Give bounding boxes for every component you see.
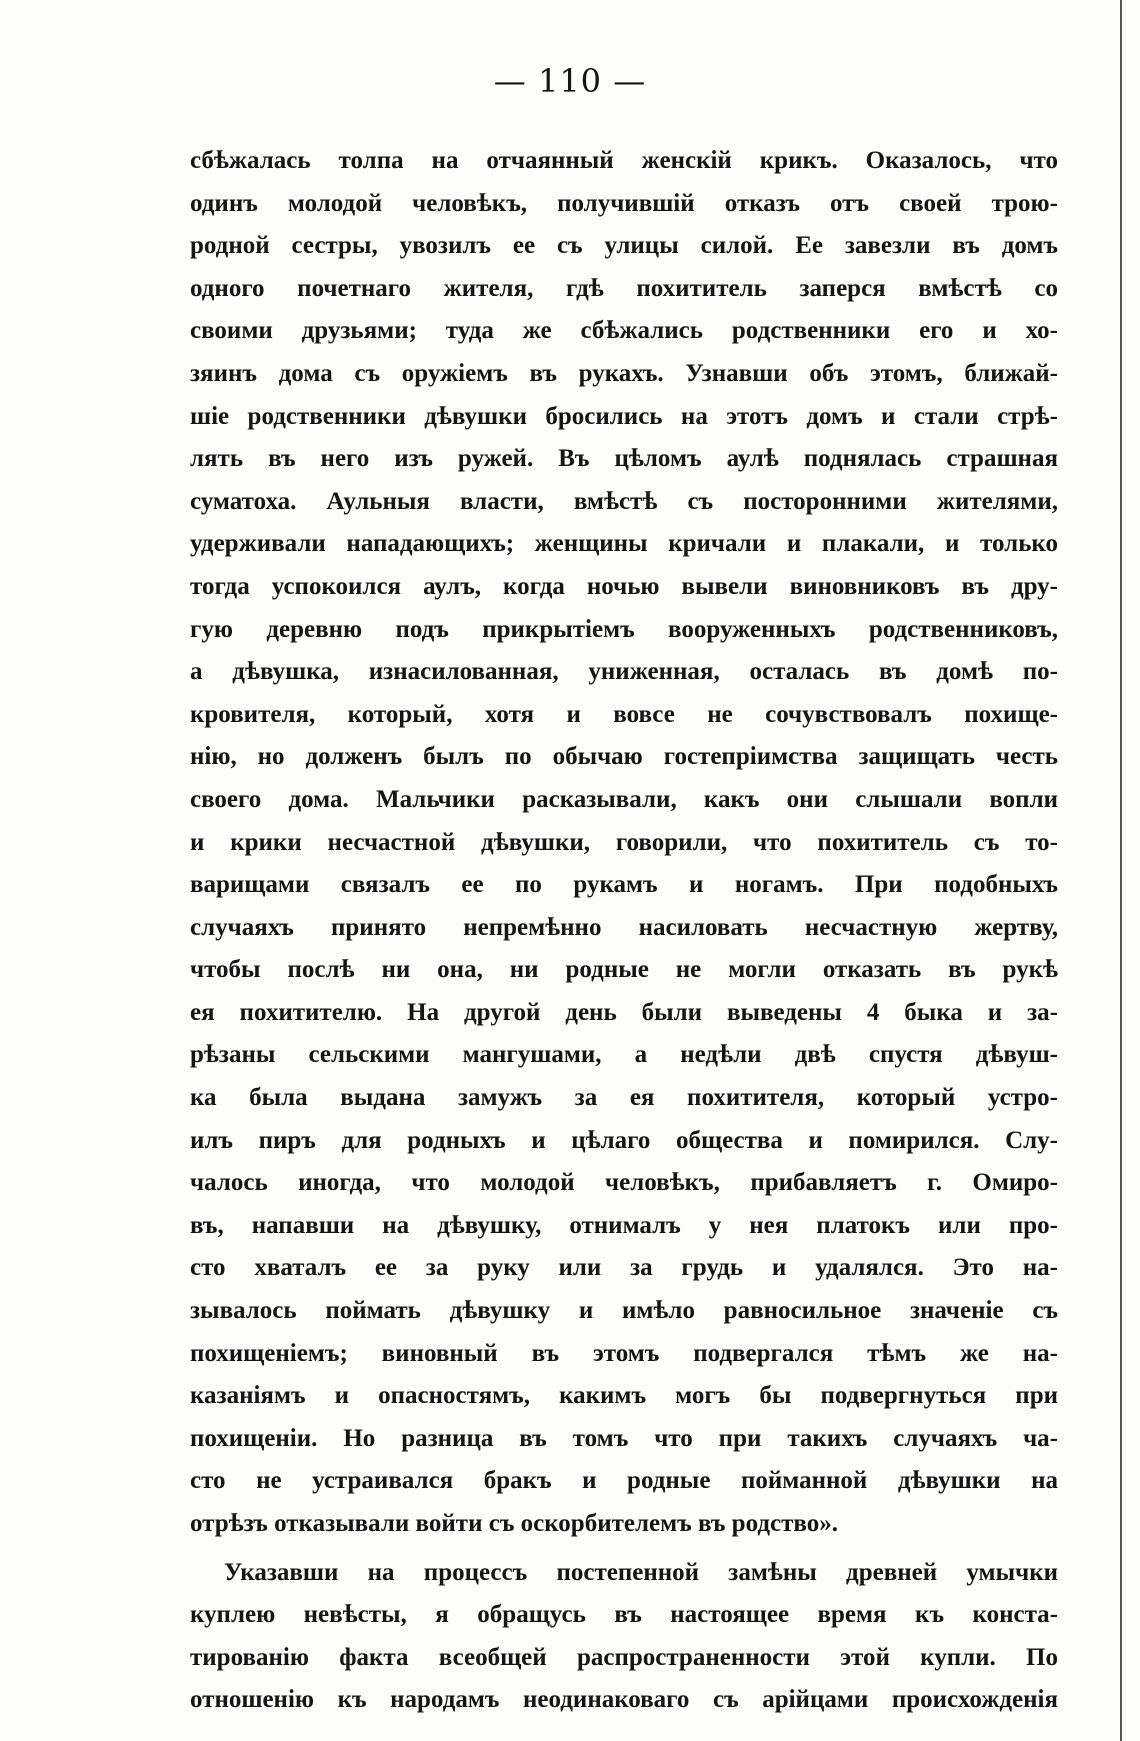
- text-line: сбѣжалась толпа на отчаянный женскій крикъ. Оказалось, что: [190, 147, 1058, 174]
- text-line: ея похитителю. На другой день были выведены 4 быка и за-: [190, 998, 1058, 1026]
- text-line: Указавши на процессъ постепенной замѣны древней умычки: [224, 1558, 1058, 1586]
- text-line: родной сестры, увозилъ ее съ улицы силой. Ее завезли въ домъ: [190, 232, 1058, 260]
- text-line: въ, напавши на дѣвушку, отнималъ у нея платокъ или про-: [190, 1211, 1058, 1239]
- text-line: одного почетнаго жителя, гдѣ похититель заперся вмѣстѣ со: [190, 274, 1058, 302]
- page-edge-shadow: [1120, 0, 1122, 1741]
- paragraph-2: [190, 1552, 1058, 1722]
- text-line: отношенію къ народамъ неодинаковаго съ арійцами происхожденія: [190, 1686, 1058, 1714]
- text-line: гую деревню подъ прикрытіемъ вооруженныхъ родственниковъ,: [190, 615, 1058, 643]
- text-line: илъ пиръ для родныхъ и цѣлаго общества и помирился. Слу-: [190, 1126, 1058, 1154]
- text-line: кровителя, который, хотя и вовсе не сочувствовалъ похище-: [190, 700, 1058, 728]
- text-line: и крики несчастной дѣвушки, говорили, что похититель съ то-: [190, 828, 1058, 856]
- body-text: [190, 140, 1058, 1722]
- text-line: отрѣзъ отказывали войти съ оскорбителемъ въ родство».: [190, 1510, 838, 1537]
- text-line: чалось иногда, что молодой человѣкъ, прибавляетъ г. Омиро-: [190, 1169, 1058, 1197]
- text-line: своего дома. Мальчики расказывали, какъ они слышали вопли: [190, 785, 1058, 813]
- text-line: чтобы послѣ ни она, ни родные не могли отказать въ рукѣ: [190, 956, 1058, 984]
- text-line: удерживали нападающихъ; женщины кричали и плакали, и только: [190, 530, 1058, 558]
- paragraph-1: [190, 140, 1058, 1546]
- page-number: — 110 —: [493, 62, 647, 100]
- text-line: суматоха. Аульныя власти, вмѣстѣ съ посторонними жителями,: [190, 487, 1058, 515]
- text-line: сто не устраивался бракъ и родные пойманной дѣвушки на: [190, 1467, 1058, 1495]
- text-line: похищеніемъ; виновный въ этомъ подвергался тѣмъ же на-: [190, 1339, 1058, 1367]
- text-line: своими друзьями; туда же сбѣжались родственники его и хо-: [190, 317, 1058, 345]
- text-line: лять въ него изъ ружей. Въ цѣломъ аулѣ поднялась страшная: [190, 445, 1058, 473]
- text-line: нію, но долженъ былъ по обычаю гостепріимства защищать честь: [190, 743, 1058, 771]
- text-line: сто хваталъ ее за руку или за грудь и удалялся. Это на-: [190, 1254, 1058, 1282]
- text-line: варищами связалъ ее по рукамъ и ногамъ. При подобныхъ: [190, 871, 1058, 899]
- text-line: куплею невѣсты, я обращусь въ настоящее время къ конста-: [190, 1601, 1058, 1629]
- text-line: тогда успокоился аулъ, когда ночью вывели виновниковъ въ дру-: [190, 572, 1058, 600]
- text-line: рѣзаны сельскими мангушами, а недѣли двѣ спустя дѣвуш-: [190, 1041, 1058, 1069]
- text-line: зяинъ дома съ оружіемъ въ рукахъ. Узнавши объ этомъ, ближай-: [190, 359, 1058, 387]
- text-line: зывалось поймать дѣвушку и имѣло равносильное значеніе съ: [190, 1297, 1058, 1325]
- text-line: случаяхъ принято непремѣнно насиловать несчастную жертву,: [190, 913, 1058, 941]
- text-line: казаніямъ и опасностямъ, какимъ могъ бы подвергнуться при: [190, 1382, 1058, 1410]
- text-line: одинъ молодой человѣкъ, получившій отказъ отъ своей трою-: [190, 189, 1058, 217]
- text-line: а дѣвушка, изнасилованная, униженная, осталась въ домѣ по-: [190, 658, 1058, 686]
- text-line: тированію факта всеобщей распространенности этой купли. По: [190, 1643, 1058, 1671]
- text-line: похищеніи. Но разница въ томъ что при такихъ случаяхъ ча-: [190, 1424, 1058, 1452]
- text-line: ка была выдана замужъ за ея похитителя, который устро-: [190, 1084, 1058, 1112]
- text-line: шіе родственники дѣвушки бросились на этотъ домъ и стали стрѣ-: [190, 402, 1058, 430]
